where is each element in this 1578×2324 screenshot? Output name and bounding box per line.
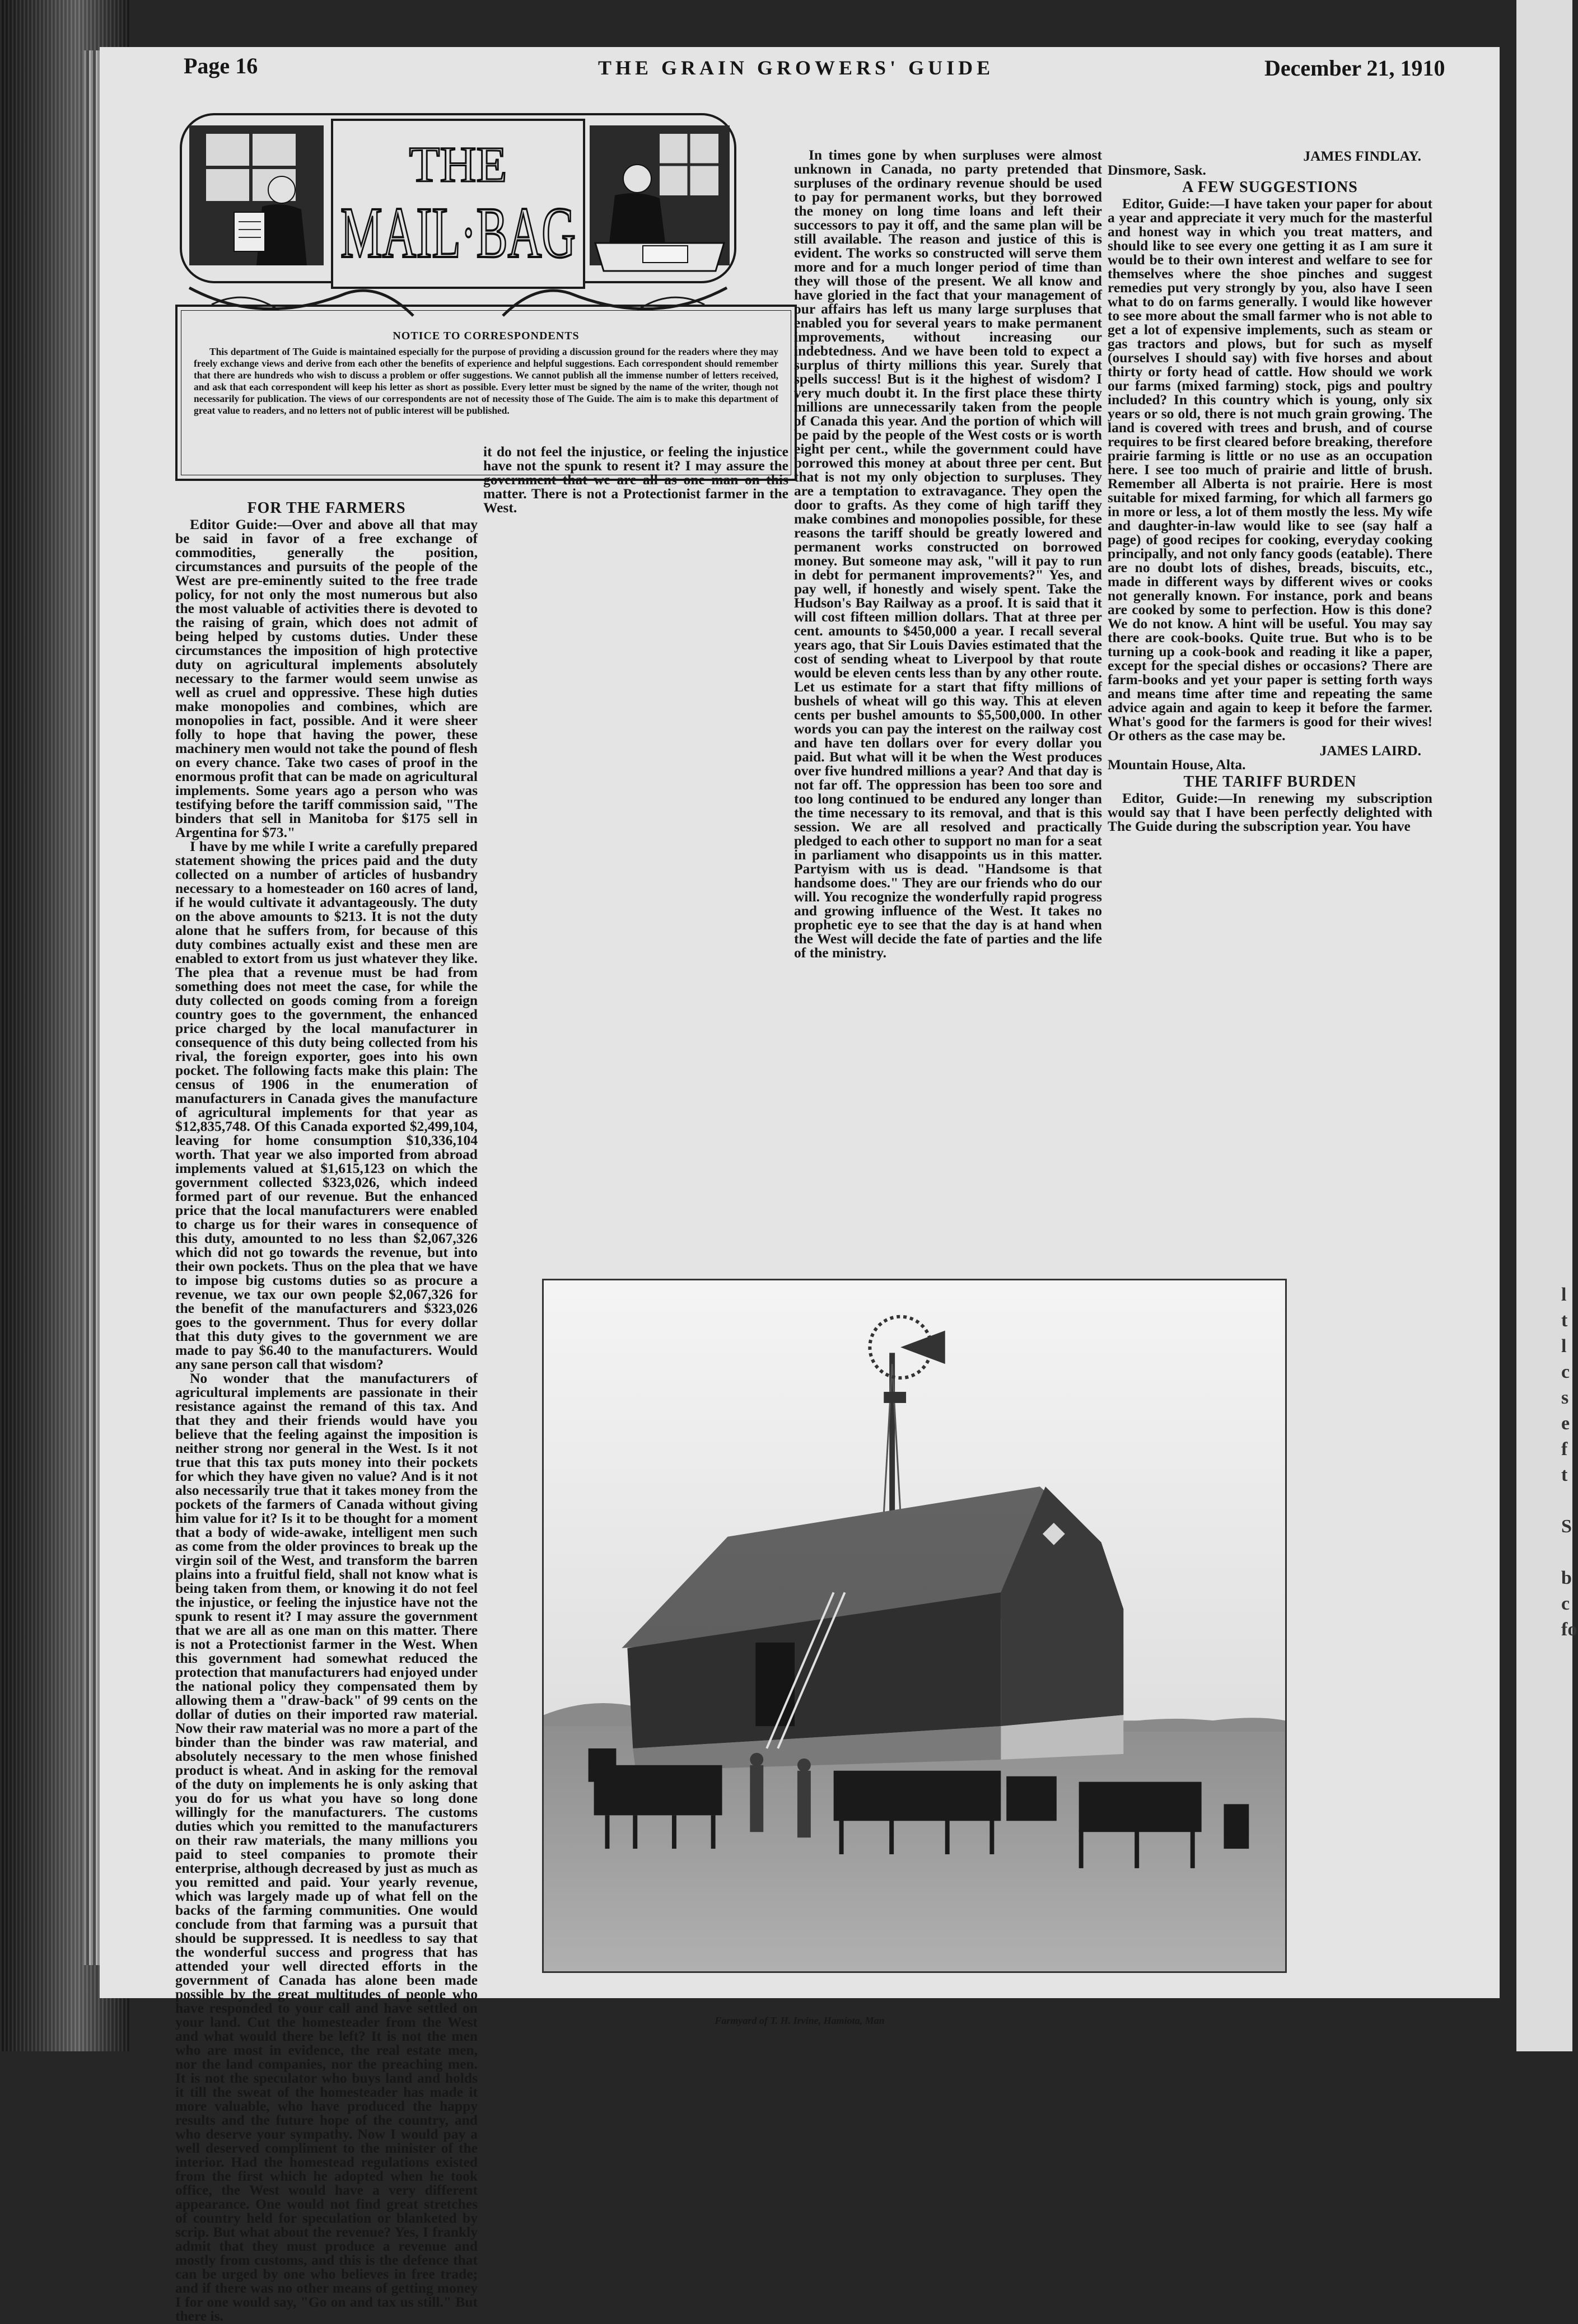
letter-paragraph: Editor, Guide:—In renewing my subscription would say that I have been perfectly delighted with The Guide during the subscription year. You have [1108, 790, 1432, 834]
letter-paragraph: No wonder that the manufacturers of agricultural implements are passionate in their resistance against the remand of this tax. And that they and their friends would have you believe that the feeling against the imposition is neither strong nor general in the West. Is it not true that this tax puts money into their pockets for which they have given no value? And is it not also necessarily true that it takes money from the pockets of the farmers of Canada without giving him value for it? Is it to be thought for a moment that a body of wide-awake, intelligent men such as come from the older provinces to break up the virgin soil of the West, and transform the barren plains into a fruitful field, shall not know what is being taken from them, or knowing it do not feel the injustice, or feeling the injustice have not the spunk to resent it? I may assure the government that we are all as one man on this matter. There is not a Protectionist farmer in the West. When this government had somewhat reduced the protection that manufacturers had enjoyed under the national policy they compensated them by allowing them a "draw-back" of 99 cents on the dollar of duties on their imported raw material. Now their raw material was no more a part of the binder than the binder was raw material, and absolutely necessary to the men whose finished product is wheat. And in asking for the removal of the duty on implements he is only asking that you do for us what you have so long done willingly for the manufacturers. The customs duties which you remitted to the manufacturers on their raw materials, the many millions you paid to steel companies to promote their enterprise, although decreased by just as much as you remitted and paid. Your yearly revenue, which was largely made up of what fell on the backs of the farming communities. One would conclude from that farming was a pursuit that should be suppressed. It is needless to say that the wonderful success and progress that has attended your well directed efforts in the government of Canada has alone been made possible by the great multitudes of people who have responded to your call and have settled on your land. Cut the homesteader from the West and what would there be left? It is not the men who are most in evidence, the real estate men, nor the land companies, nor the preaching men. It is not the speculator who buys land and holds it till the sweat of the homesteader has made it more valuable, who have produced the happy results and the future hope of the country, and who deserve your sympathy. Now I would pay a well deserved compliment to the minister of the interior. Had the homestead regulations existed from the first which he adopted when he took office, the West would have a very different appearance. One would not find great stretches of country held for speculation or blanketed by scrip. But what about the revenue? Yes, I frankly admit that they must produce a revenue and mostly from customs, and this is the defence that can be urged by one who believes in free trade; and if there was no other means of getting money I for one would say, "Go on and tax us still." But there is. [175, 1370, 478, 2324]
letter-heading-for-the-farmers: FOR THE FARMERS [247, 499, 406, 517]
issue-date: December 21, 1910 [1264, 55, 1445, 81]
section-title-the: THE [409, 137, 507, 193]
letter-paragraph: Editor Guide:—Over and above all that may be said in favor of a free exchange of commodities, generally the position, circumstances and pursuits of the people of the West are pre-eminently suited to the free trade policy, for not only the most numerous but also the most valuable of activities there is devoted to the raising of grain, which does not admit of being helped by customs duties. Under these circumstances the imposition of high protective duty on agricultural implements absolutely necessary to the farmer would seem unwise as well as cruel and oppressive. These high duties make monopolies and combines, which are monopolies in fact, possible. And it were sheer folly to hope that having the power, these machinery men would not take the pound of flesh on every chance. Take two cases of proof in the enormous profit that can be made on agricultural implements. Some years ago a person who was testifying before the tariff commission said, "The binders that sell in Manitoba for $175 sell in Argentina for $73." [175, 516, 478, 840]
photo-caption: Farmyard of T. H. Irvine, Hamiota, Man [715, 2015, 885, 2026]
letter-heading-the-tariff-burden: THE TARIFF BURDEN [1183, 773, 1357, 791]
reader-illustration [189, 125, 324, 265]
adjacent-page-text-fragment: l t l c s e f t S b c fo [1561, 1284, 1577, 1640]
adjacent-page-edge [1516, 0, 1577, 2051]
letter-signature: JAMES LAIRD. [1319, 742, 1421, 759]
letter-paragraph: In times gone by when surpluses were almost unknown in Canada, no party pretended that surpluses of the ordinary revenue should be used to pay for permanent works, but they borrowed the money on long time loans and left their successors to pay it off, and the same plan will be still available. The reason and justice of this is evident. The works so constructed will serve them more and for a much longer period of time than they will those of the present. We all know and have gloried in the fact that your management of our affairs has left us many large surpluses that enabled you for several years to make permanent improvements, without increasing our indebtedness. And we have been told to expect a surplus of thirty millions this year. Surely that spells success! But is it the highest of wisdom? I very much doubt it. In the first place these thirty millions are unnecessarily taken from the people of Canada this year. And the portion of which will be paid by the people of the West costs or is worth eight per cent., while the government could have borrowed this money at about three per cent. But that is not my only objection to surpluses. They are a temptation to extravagance. They open the door to grafts. As they come of high tariff they make combines and monopolies possible, for these reasons the tariff should be greatly lowered and permanent works constructed on borrowed money. But someone may ask, "will it pay to run in debt for permanent improvements?" Yes, and pay well, if honestly and wisely spent. Take the Hudson's Bay Railway as a proof. It is said that it will cost fifteen million dollars. That at three per cent. amounts to $450,000 a year. I recall several years ago, that Sir Louis Davies estimated that the cost of sending wheat to Liverpool by that route would be eleven cents less than by any other route. Let us estimate for a start that fifty millions of bushels of wheat will go this way. This at eleven cents per bushel amounts to $5,500,000. In other words you can pay the interest on the railway cost and have ten dollars over for every dollar you paid. But what will it be when the West produces over five hundred millions a year? And that day is not far off. The oppression has been too sore and too long continued to be endured any longer than the time necessary to its removal, and that is this session. We are all resolved and practically pledged to each other to support no man for a seat in parliament who disappoints us in this matter. Partyism with us is dead. "Handsome is that handsome does." They are our friends who do our will. You recognize the wonderfully rapid progress and growing influence of the West. It takes no prophetic eye to see that the day is at hand when the West will decide the fate of parties and the life of the ministry. [794, 147, 1102, 961]
newspaper-page [100, 47, 1500, 2324]
letter-paragraph: Editor, Guide:—I have taken your paper for about a year and appreciate it very much for the masterful and honest way in which you treat matters, and should like to see every one getting it as I am sure it would be to their own interest and welfare to see for themselves where the shoe pinches and suggest remedies put very strongly by you, also have I seen what to do on farms generally. I would like however to see more about the small farmer who is not able to get a lot of expensive implements, such as steam or gas tractors and plows, but for such as myself (ourselves I should say) with five horses and about thirty or forty head of cattle. How should we work our farms (mixed farming) stock, pigs and poultry included? In this country which is young, only six years or so old, there is not much grain growing. The land is covered with trees and brush, and of course requires to be first cleared before breaking, therefore prairie farming is little or no use as an occupation here. I see too much of prairie and little of brush. Remember all Alberta is not prairie. Here is most suitable for mixed farming, for which all farmers go in more or less, a lot of them mostly the less. My wife and daughter-in-law would like to see (say half a page) of good recipes for cooking, everyday cooking principally, and not only fancy goods (eatable). There are no doubt lots of dishes, breads, biscuits, etc., made in different ways by different wives or cooks not generally known. For instance, pork and beans are cooked by some to perfection. How is this done? We do not know. A hint will be useful. You may say there are cook-books. Quite true. But who is to be turning up a cook-book and reading it like a paper, except for the special dishes or occasions? There are farm-books and yet your paper is setting forth ways and means time after time and repeating the same advice again and again to keep it before the farmer. What's good for the farmers is good for their wives! Or others as the case may be. [1108, 195, 1432, 744]
letter-paragraph-continued: it do not feel the injustice, or feeling the injustice have not the spunk to resent it? I may assure the government that we are all as one man on this matter. There is not a Protectionist farmer in the West. [483, 443, 788, 516]
notice-body: This department of The Guide is maintained especially for the purpose of providing a discussion ground for the readers where they may freely exchange views and derive from each other the benefits of experience and helpful suggestions. Each correspondent should remember that there are hundreds who wish to discuss a problem or offer suggestions. We cannot publish all the immense number of letters received, and ask that each correspondent will keep his letter as short as possible. Every letter must be signed by the name of the writer, though not necessarily for publication. The views of our correspondents are not of necessity those of The Guide. The aim is to make this department of great value to readers, and no letters not of public interest will be published. [194, 346, 778, 416]
notice-title: NOTICE TO CORRESPONDENTS [393, 330, 580, 342]
letter-paragraph: I have by me while I write a carefully prepared statement showing the prices paid and the duty collected on a number of articles of husbandry necessary to a homesteader on 160 acres of land, if he would cultivate it advantageously. The duty on the above amounts to $213. It is not the duty alone that he suffers from, for because of this duty combines actually exist and these men are enabled to extort from us just whatever they like. The plea that a revenue must be had from something does not meet the case, for while the duty collected on goods coming from a foreign country goes to the government, the enhanced price charged by the local manufacturer in consequence of this duty being collected from his rival, the foreign exporter, goes into his own pocket. The following facts make this plain: The census of 1906 in the enumeration of manufacturers in Canada gives the manufacture of agricultural implements for that year as $12,835,748. Of this Canada exported $2,499,104, leaving for home consumption $10,336,104 worth. That year we also imported from abroad implements valued at $1,615,123 on which the government collected $323,026, which indeed formed part of our revenue. But the enhanced price that the local manufacturers were enabled to charge us for their wares in consequence of this duty, amounted to no less than $2,067,326 which did not go towards the revenue, but into their own pockets. Thus on the plea that we have to impose big customs duties so as procure a revenue, we tax our own people $2,067,326 for the benefit of the manufacturers and $323,026 goes to the government. Thus for every dollar that this duty gives to the government we are made to pay $6.40 to the manufacturers. Would any sane person call that wisdom? [175, 838, 478, 1372]
letter-heading-a-few-suggestions: A FEW SUGGESTIONS [1182, 179, 1358, 196]
text-column-3 [794, 148, 1102, 1296]
farmyard-photograph [542, 1279, 1287, 1973]
section-title-mailbag: MAIL·BAG [340, 193, 576, 273]
text-column-1 [175, 498, 478, 2324]
text-column-2 [483, 445, 788, 1296]
publication-title: THE GRAIN GROWERS' GUIDE [598, 57, 995, 79]
page-number: Page 16 [184, 53, 258, 78]
letter-signature: JAMES FINDLAY. [1303, 148, 1421, 164]
text-column-4 [1108, 148, 1432, 1368]
writer-illustration [590, 125, 730, 271]
mail-bag-header-illustration [178, 103, 738, 338]
letter-place: Dinsmore, Sask. [1108, 162, 1206, 178]
letter-place: Mountain House, Alta. [1108, 756, 1246, 773]
